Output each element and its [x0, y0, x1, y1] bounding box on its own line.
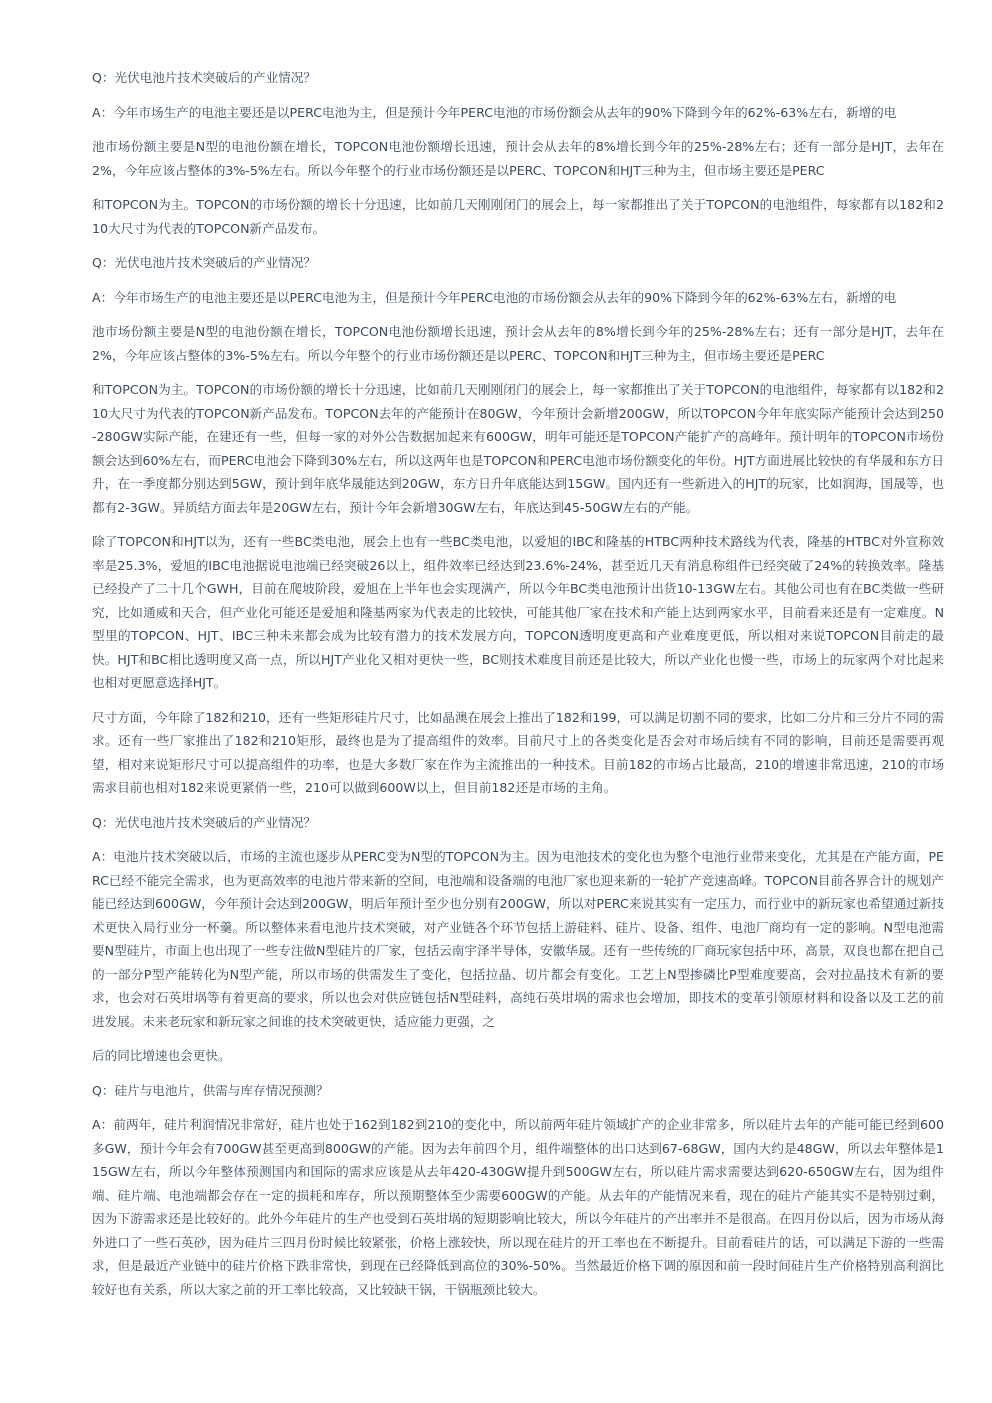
question-heading: Q：光伏电池片技术突破后的产业情况？ [92, 255, 317, 270]
answer-paragraph: 除了TOPCON和HJT以为，还有一些BC类电池，展会上也有一些BC类电池，以爱旭的IBC和隆基的HTBC两种技术路线为代表，隆基的HTBC对外宣称效率是25.3%，爱旭的IBC电池据说电池端已经突破26以上，组件效率已经达到23.6%-24%，甚至近几天有消息称组件已经突破了24%的转换效率。隆基已经投产了二十几个GWH，目前在爬坡阶段，爱旭在上半年也会实现满产，所以今年BC类电池预计出货10-13GW左右。其他公司也有在BC类做一些研究，比如通威和天合，但产业化可能还是爱旭和隆基两家为代表走的比较快，可能其他厂家在技术和产能上达到两家水平，目前看来还是有一定难度。N型里的TOPCON、HJT、IBC三种未来都会成为比较有潜力的技术发展方向，TOPCON透明度更高和产业难度更低，所以相对来说TOPCON目前走的最快。HJT和BC相比透明度又高一点，所以HJT产业化又相对更快一些，BC则技术难度目前还是比较大，所以产业化也慢一些，市场上的玩家两个对比起来也相对更愿意选择HJT。 [92, 534, 944, 690]
question-heading: Q：光伏电池片技术突破后的产业情况？ [92, 70, 317, 85]
answer-paragraph: A：今年市场生产的电池主要还是以PERC电池为主，但是预计今年PERC电池的市场份额会从去年的90%下降到今年的62%-63%左右，新增的电 [92, 289, 897, 305]
answer-paragraph: A：前两年，硅片利润情况非常好，硅片也处于162到182到210的变化中，所以前两年硅片领域扩产的企业非常多，所以硅片去年的产能可能已经到600多GW，预计今年会有700GW甚至更高到800GW的产能。因为去年前四个月，组件端整体的出口达到67-68GW，国内大约是48GW，所以去年整体是115GW左右，所以今年整体预测国内和国际的需求应该是从去年420-430GW提升到500GW左右，所以硅片需求需要达到620-650GW左右，因为组件端、硅片端、电池端都会存在一定的损耗和库存，所以预期整体至少需要600GW的产能。从去年的产能情况来看，现在的硅片产能其实不是特别过剩，因为下游需求还是比较好的。此外今年硅片的生产也受到石英坩埚的短期影响比较大，所以今年硅片的产出率并不是很高。在四月份以后，因为市场从海外进口了一些石英砂，因为硅片三四月份时候比较紧张，价格上涨较快，所以现在硅片的开工率也在不断提升。目前看硅片的话，可以满足下游的一些需求，但是最近产业链中的硅片价格下跌非常快，到现在已经降低到高位的30%-50%。当然最近价格下调的原因和前一段时间硅片生产价格特别高利润比较好也有关系，所以大家之前的开工率比较高，又比较缺干锅，干锅瓶颈比较大。 [92, 1117, 944, 1297]
answer-paragraph: A：今年市场生产的电池主要还是以PERC电池为主，但是预计今年PERC电池的市场份额会从去年的90%下降到今年的62%-63%左右，新增的电 [92, 104, 897, 120]
answer-paragraph: 池市场份额主要是N型的电池份额在增长，TOPCON电池份额增长迅速，预计会从去年的8%增长到今年的25%-28%左右；还有一部分是HJT，去年在2%，今年应该占整体的3%-5%左右。所以今年整个的行业市场份额还是以PERC、TOPCON和HJT三种为主，但市场主要还是PERC [92, 139, 944, 178]
question-heading: Q：硅片与电池片，供需与库存情况预测？ [92, 1082, 329, 1098]
answer-paragraph: 和TOPCON为主。TOPCON的市场份额的增长十分迅速，比如前几天刚刚闭门的展会上，每一家都推出了关于TOPCON的电池组件，每家都有以182和210大尺寸为代表的TOPCON新产品发布。TOPCON去年的产能预计在80GW，今年预计会新增200GW，所以TOPCON今年年底实际产能预计会达到250-280GW实际产能，在建还有一些，但每一家的对外公告数据加起来有600GW，明年可能还是TOPCON产能扩产的高峰年。预计明年的TOPCON市场份额会达到60%左右，而PERC电池会下降到30%左右，所以这两年也是TOPCON和PERC电池市场份额变化的年份。HJT方面进展比较快的有华晟和东方日升，在一季度都分别达到5GW，预计到年底华晟能达到20GW，东方日升年底能达到15GW。国内还有一些新进入的HJT的玩家，比如润海，国晟等，也都有2-3GW。异质结方面去年是20GW左右，预计今年会新增30GW左右，年底达到45-50GW左右的产能。 [92, 382, 944, 515]
answer-paragraph: 尺寸方面，今年除了182和210，还有一些矩形硅片尺寸，比如晶澳在展会上推出了182和199，可以满足切割不同的要求，比如二分片和三分片不同的需求。还有一些厂家推出了182和210矩形，最终也是为了提高组件的效率。目前尺寸上的各类变化是否会对市场后续有不同的影响，目前还是需要再观望，相对来说矩形尺寸可以提高组件的功率，也是大多数厂家在作为主流推出的一种技术。目前182的市场占比最高，210的增速非常迅速，210的市场需求目前也相对182来说更紧俏一些，210可以做到600W以上，但目前182还是市场的主角。 [92, 709, 944, 795]
answer-paragraph: 后的同比增速也会更快。 [92, 1048, 231, 1063]
question-heading: Q：光伏电池片技术突破后的产业情况？ [92, 814, 317, 830]
answer-paragraph: 池市场份额主要是N型的电池份额在增长，TOPCON电池份额增长迅速，预计会从去年的8%增长到今年的25%-28%左右；还有一部分是HJT，去年在2%，今年应该占整体的3%-5%左右。所以今年整个的行业市场份额还是以PERC、TOPCON和HJT三种为主，但市场主要还是PERC [92, 324, 944, 363]
document-body [92, 66, 944, 1301]
answer-paragraph: A：电池片技术突破以后，市场的主流也逐步从PERC变为N型的TOPCON为主。因为电池技术的变化也为整个电池行业带来变化，尤其是在产能方面，PERC已经不能完全需求，也为更高效率的电池片带来新的空间，电池端和设备端的电池厂家也迎来新的一轮扩产竞速高峰。TOPCON目前各界合计的规划产能已经达到600GW，今年预计会达到200GW，明后年预计至少也分别有200GW，所以对PERC来说其实有一定压力，而行业中的新玩家也希望通过新技术更快入局行业分一杯羹。所以整体来看电池片技术突破，对产业链各个环节包括上游硅料、硅片、设备、组件、电池厂商均有一定的影响。N型电池需要N型硅片，市面上也出现了一些专注做N型硅片的厂家，包括云南宇泽半导体，安徽华晟。还有一些传统的厂商玩家包括中环，高景，双良也都在把自己的一部分P型产能转化为N型产能，所以市场的供需发生了变化，包括拉晶、切片都会有变化。工艺上N型掺磷比P型难度要高，会对拉晶技术有新的要求，也会对石英坩埚等有着更高的要求，所以也会对供应链包括N型硅料，高纯石英坩埚的需求也会增加，即技术的变革引领原材料和设备以及工艺的前进发展。未来老玩家和新玩家之间谁的技术突破更快，适应能力更强，之 [92, 849, 944, 1029]
answer-paragraph: 和TOPCON为主。TOPCON的市场份额的增长十分迅速，比如前几天刚刚闭门的展会上，每一家都推出了关于TOPCON的电池组件，每家都有以182和210大尺寸为代表的TOPCON新产品发布。 [92, 197, 944, 236]
